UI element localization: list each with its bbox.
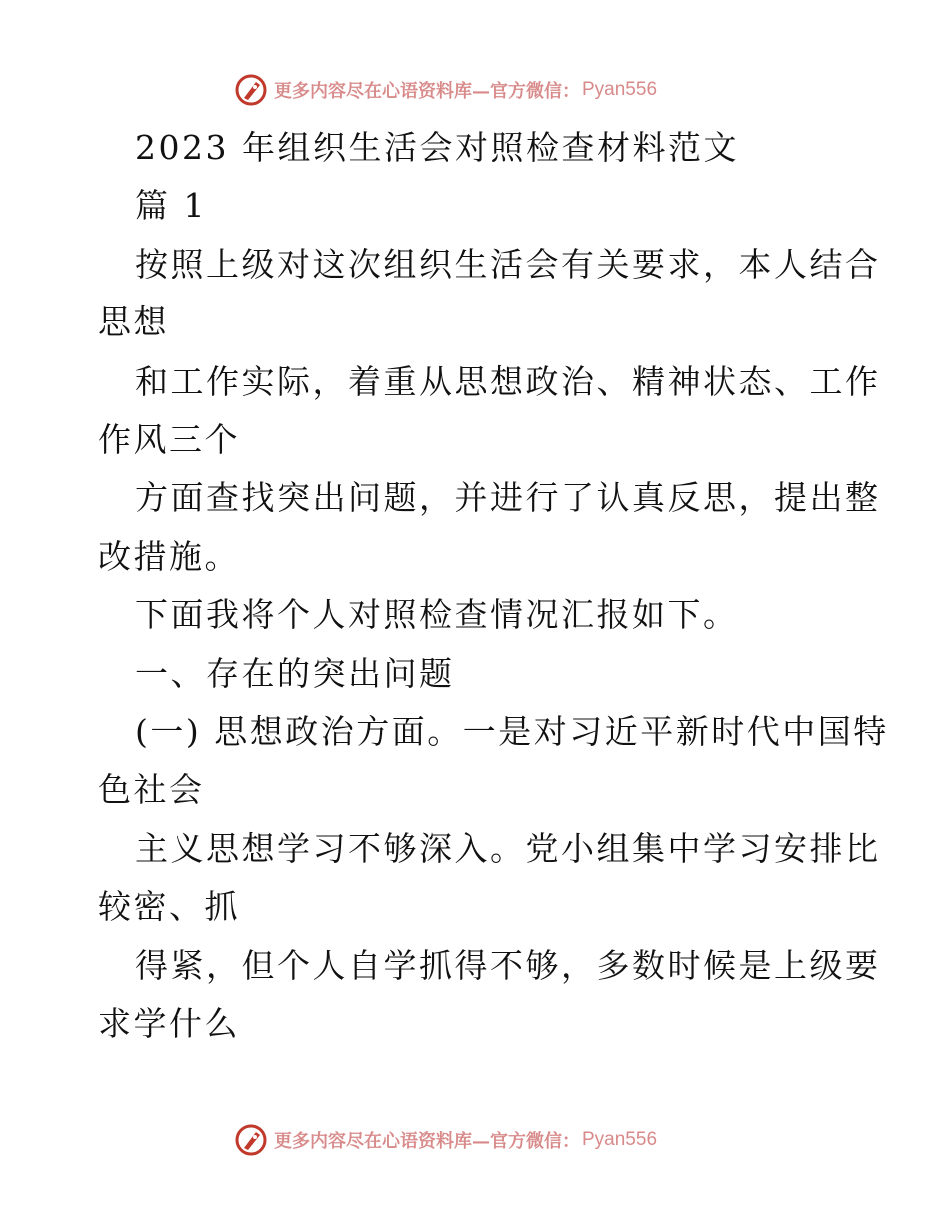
- watermark-text: 更多内容尽在心语资料库—官方微信：: [274, 1131, 580, 1152]
- paragraph-line: 和工作实际，着重从思想政治、精神状态、工作: [135, 362, 881, 401]
- footer-watermark: [234, 1122, 657, 1158]
- pen-logo-icon: [234, 1123, 268, 1157]
- document-title: 2023 年组织生活会对照检查材料范文: [135, 128, 739, 167]
- watermark-text: 更多内容尽在心语资料库—官方微信：: [274, 81, 580, 102]
- section-heading: 一、存在的突出问题: [135, 654, 455, 693]
- paragraph-line: 方面查找突出问题，并进行了认真反思，提出整: [135, 478, 881, 517]
- paragraph-line: 色社会: [98, 770, 205, 809]
- watermark-wechat-id: Pyan556: [582, 1129, 658, 1150]
- document-subtitle: 篇 1: [135, 186, 207, 225]
- paragraph-line: 改措施。: [98, 537, 240, 576]
- paragraph-line: 得紧，但个人自学抓得不够，多数时候是上级要: [135, 946, 881, 985]
- watermark-wechat-id: Pyan556: [582, 79, 658, 100]
- paragraph-line: 求学什么: [98, 1004, 240, 1043]
- pen-logo-icon: [234, 73, 268, 107]
- paragraph-line: 较密、抓: [98, 887, 240, 926]
- header-watermark: [234, 72, 657, 108]
- paragraph-line: 按照上级对这次组织生活会有关要求，本人结合: [135, 245, 881, 284]
- paragraph-line: 思想: [98, 302, 169, 341]
- paragraph-line: (一) 思想政治方面。一是对习近平新时代中国特: [135, 712, 889, 751]
- paragraph-line: 主义思想学习不够深入。党小组集中学习安排比: [135, 829, 881, 868]
- paragraph-line: 下面我将个人对照检查情况汇报如下。: [135, 595, 739, 634]
- paragraph-line: 作风三个: [98, 420, 240, 459]
